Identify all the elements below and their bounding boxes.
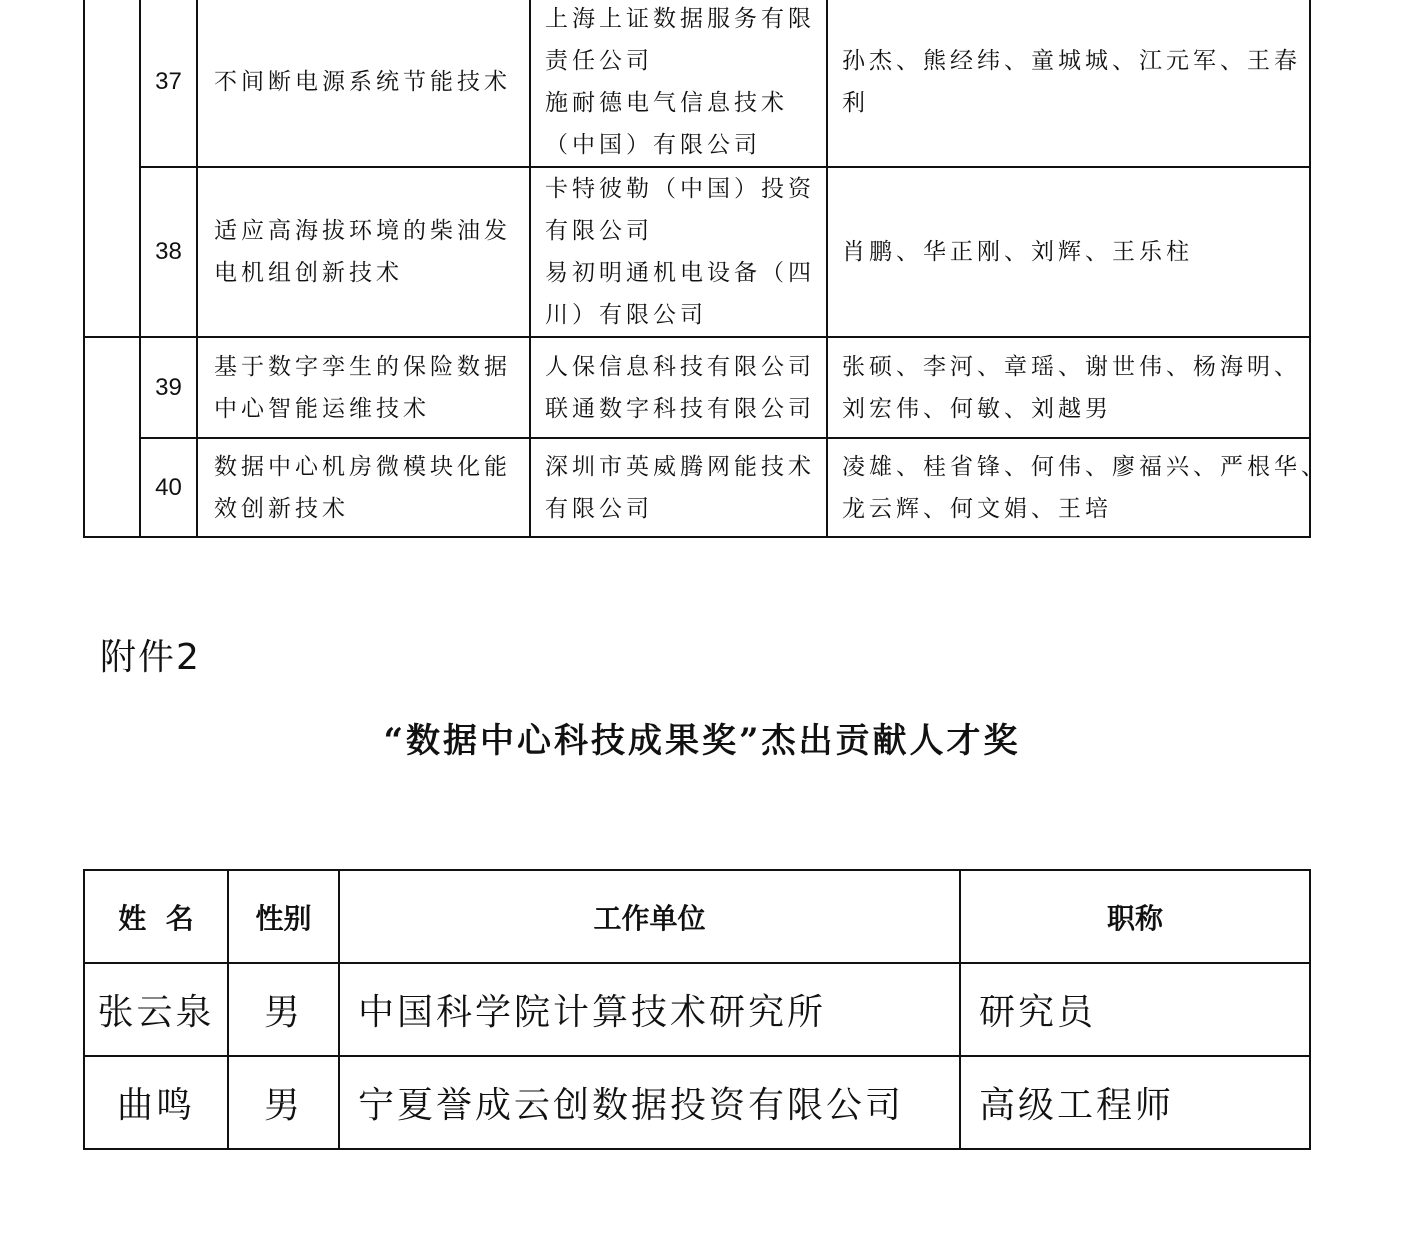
header-gender: 性别 <box>228 870 339 963</box>
header-unit: 工作单位 <box>339 870 960 963</box>
person-name: 张云泉 <box>84 963 228 1056</box>
table-row <box>84 1056 1310 1149</box>
table-row <box>84 337 1310 438</box>
table-row <box>84 0 1310 167</box>
org-line: 施耐德电气信息技术 <box>545 90 788 116</box>
row-number: 40 <box>140 438 197 537</box>
people-line: 凌雄、桂省锋、何伟、廖福兴、严根华、 <box>842 453 1328 480</box>
category-cell <box>84 337 140 537</box>
table-row <box>84 438 1310 537</box>
project-name <box>197 167 530 337</box>
person-title: 研究员 <box>960 963 1310 1056</box>
org-line: 有限公司 <box>545 218 653 244</box>
people-cell <box>827 0 1310 167</box>
row-number: 38 <box>140 167 197 337</box>
project-line: 数据中心机房微模块化能 <box>214 453 511 480</box>
person-unit: 中国科学院计算技术研究所 <box>339 963 960 1056</box>
row-number: 37 <box>140 0 197 167</box>
table-header-row <box>84 870 1310 963</box>
org-line: 川）有限公司 <box>545 302 707 328</box>
row-number: 39 <box>140 337 197 438</box>
project-line: 基于数字孪生的保险数据 <box>214 353 511 380</box>
project-name <box>197 438 530 537</box>
org-line: 联通数字科技有限公司 <box>545 395 815 422</box>
org-line: 责任公司 <box>545 48 653 74</box>
org-line: 人保信息科技有限公司 <box>545 353 815 380</box>
person-gender: 男 <box>228 963 339 1056</box>
project-name <box>197 337 530 438</box>
person-gender: 男 <box>228 1056 339 1149</box>
page-title: “数据中心科技成果奖”杰出贡献人才奖 <box>383 721 1021 761</box>
people-line: 肖鹏、华正刚、刘辉、王乐柱 <box>842 239 1193 265</box>
table-row <box>84 167 1310 337</box>
person-name: 曲鸣 <box>84 1056 228 1149</box>
project-line: 电机组创新技术 <box>214 260 403 286</box>
person-title: 高级工程师 <box>960 1056 1310 1149</box>
organization-cell <box>530 337 827 438</box>
org-line: 深圳市英威腾网能技术 <box>545 453 815 480</box>
person-unit: 宁夏誉成云创数据投资有限公司 <box>339 1056 960 1149</box>
people-line: 龙云辉、何文娟、王培 <box>842 495 1112 522</box>
org-line: （中国）有限公司 <box>545 132 761 158</box>
organization-cell <box>530 167 827 337</box>
people-cell <box>827 438 1328 537</box>
project-line: 中心智能运维技术 <box>214 395 430 422</box>
people-line: 刘宏伟、何敏、刘越男 <box>842 395 1112 422</box>
project-name <box>197 0 530 167</box>
tech-achievement-table <box>83 0 1328 538</box>
people-line: 孙杰、熊经纬、童城城、江元军、王春 <box>842 48 1301 74</box>
organization-cell <box>530 438 827 537</box>
org-line: 易初明通机电设备（四 <box>545 260 815 286</box>
header-name: 姓 名 <box>84 870 228 963</box>
people-line: 利 <box>842 90 869 116</box>
category-cell <box>84 0 140 337</box>
people-line: 张硕、李河、章瑶、谢世伟、杨海明、 <box>842 353 1301 380</box>
table-row <box>84 963 1310 1056</box>
org-line: 上海上证数据服务有限 <box>545 6 815 32</box>
project-line: 效创新技术 <box>214 495 349 522</box>
org-line: 有限公司 <box>545 495 653 522</box>
award-table <box>83 869 1311 1150</box>
header-title: 职称 <box>960 870 1310 963</box>
people-cell <box>827 337 1310 438</box>
org-line: 卡特彼勒（中国）投资 <box>545 176 815 202</box>
project-line: 不间断电源系统节能技术 <box>214 69 511 95</box>
annex-label: 附件2 <box>100 637 201 678</box>
organization-cell <box>530 0 827 167</box>
people-cell <box>827 167 1310 337</box>
project-line: 适应高海拔环境的柴油发 <box>214 218 511 244</box>
